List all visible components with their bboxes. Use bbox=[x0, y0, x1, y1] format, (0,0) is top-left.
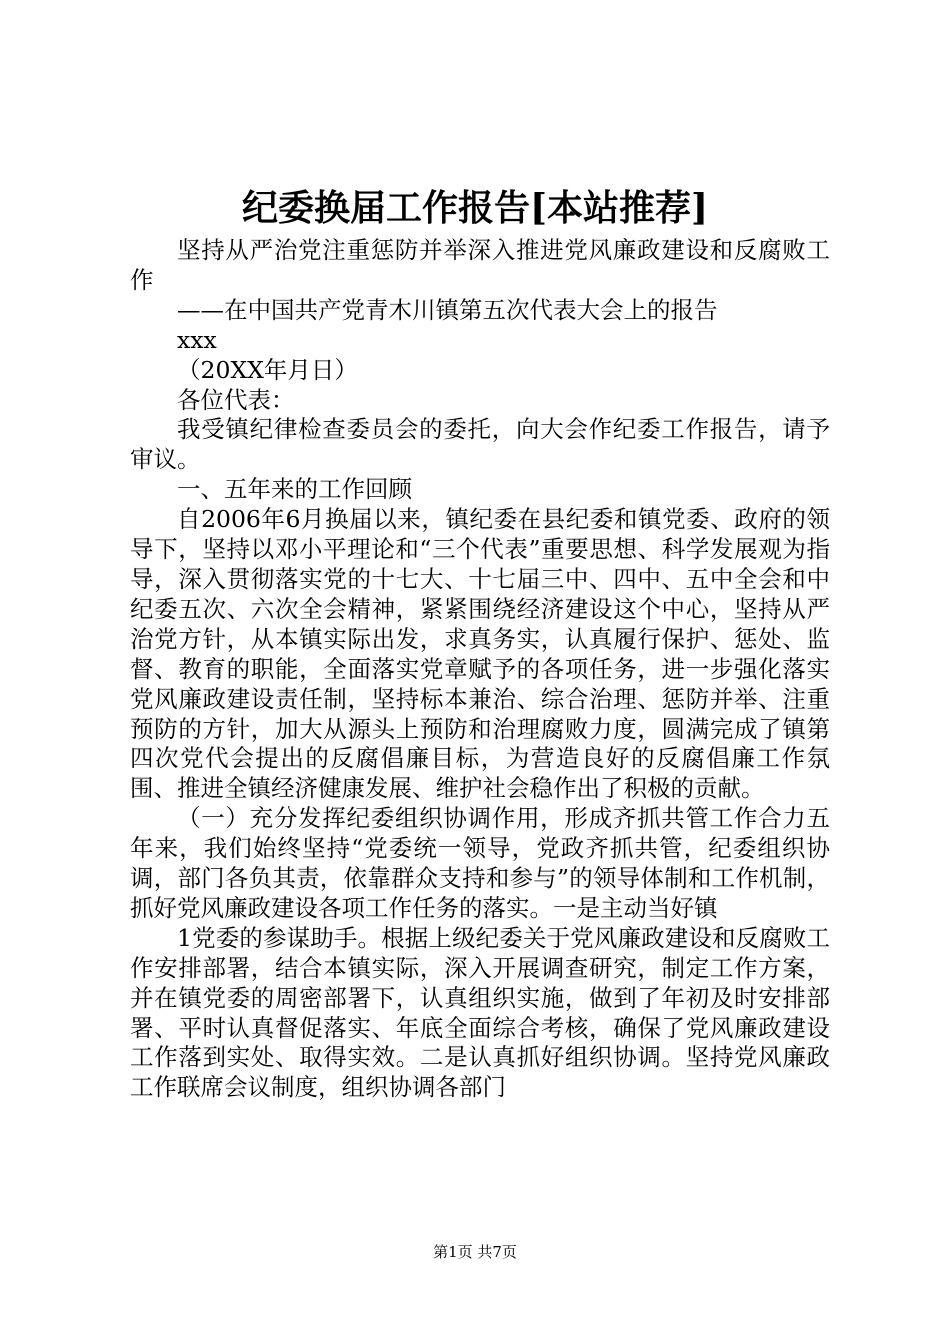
document-body bbox=[130, 236, 830, 1103]
date-line: （20XX年月日） bbox=[177, 355, 358, 384]
opening-paragraph: 我受镇纪律检查委员会的委托，向大会作纪委工作报告，请予审议。 bbox=[130, 415, 830, 474]
author-line: xxx bbox=[177, 325, 217, 354]
body-paragraph: 自2006年6月换届以来，镇纪委在县纪委和镇党委、政府的领导下，坚持以邓小平理论和“三个代表”重要思想、科学发展观为指导，深入贯彻落实党的十七大、十七届三中、四中、五中全会和中纪委五次、六次全会精神，紧紧围绕经济建设这个中心，坚持从严治党方针，从本镇实际出发，求真务实，认真履行保护、惩处、监督、教育的职能，全面落实党章赋予的各项任务，进一步强化落实党风廉政建设责任制，坚持标本兼治、综合治理、惩防并举、注重预防的方针，加大从源头上预防和治理腐败力度，圆满完成了镇第四次党代会提出的反腐倡廉目标，为营造良好的反腐倡廉工作氛围、推进全镇经济健康发展、维护社会稳作出了积极的贡献。 bbox=[130, 505, 830, 803]
section-heading: 一、五年来的工作回顾 bbox=[177, 475, 412, 504]
body-paragraph: 1党委的参谋助手。根据上级纪委关于党风廉政建设和反腐败工作安排部署，结合本镇实际，深入开展调查研究，制定工作方案，并在镇党委的周密部署下，认真组织实施，做到了年初及时安排部署、平时认真督促落实、年底全面综合考核，确保了党风廉政建设工作落到实处、取得实效。二是认真抓好组织协调。坚持党风廉政工作联席会议制度，组织协调各部门 bbox=[130, 923, 830, 1102]
report-occasion-line: ——在中国共产党青木川镇第五次代表大会上的报告 bbox=[177, 295, 718, 324]
document-title: 纪委换届工作报告[本站推荐] bbox=[241, 187, 709, 229]
page-footer: 第1页 共7页 bbox=[433, 1243, 517, 1261]
subtitle-paragraph: 坚持从严治党注重惩防并举深入推进党风廉政建设和反腐败工作 bbox=[130, 236, 830, 294]
salutation: 各位代表： bbox=[177, 385, 295, 414]
body-paragraph: （一）充分发挥纪委组织协调作用，形成齐抓共管工作合力五年来，我们始终坚持“党委统一领导，党政齐抓共管，纪委组织协调，部门各负其责，依靠群众支持和参与”的领导体制和工作机制，抓好党风廉政建设各项工作任务的落实。一是主动当好镇 bbox=[130, 804, 830, 922]
